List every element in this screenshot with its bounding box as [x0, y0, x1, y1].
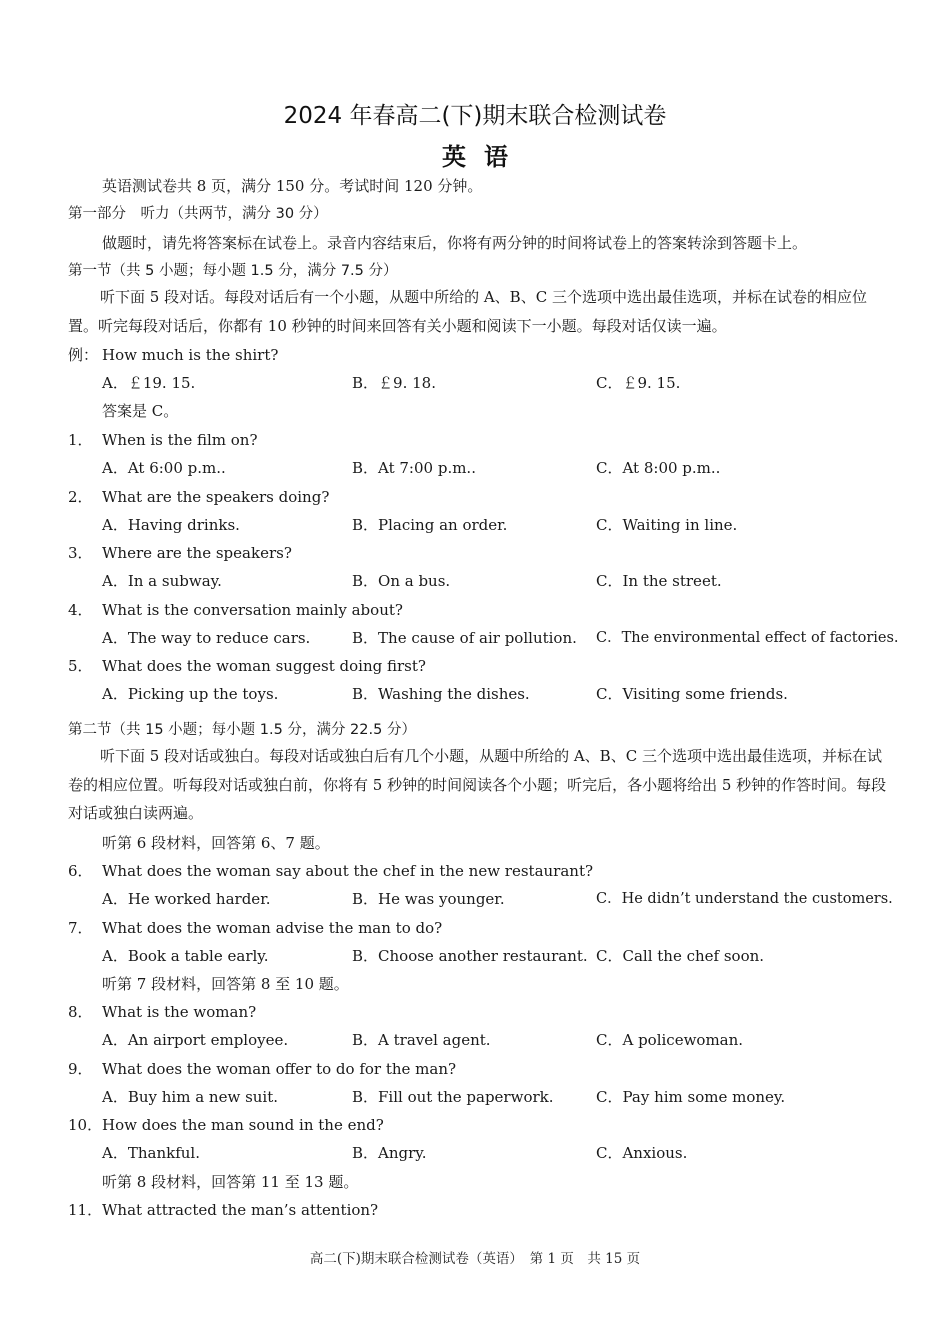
- section1-instruction: [68, 283, 888, 340]
- question-text: When is the film on?: [102, 431, 258, 449]
- question-text: What attracted the man’s attention?: [102, 1201, 379, 1219]
- question-number: 10．: [68, 1116, 103, 1134]
- example-question: How much is the shirt?: [102, 346, 279, 364]
- part1-heading: 第一部分 听力（共两节，满分 30 分）: [68, 206, 328, 222]
- page-footer: 高二(下)期末联合检测试卷（英语） 第 1 页 共 15 页: [309, 1251, 641, 1267]
- question-number: 7．: [68, 919, 93, 937]
- option-b: B．On a bus.: [352, 572, 451, 590]
- option-b: B．A travel agent.: [352, 1031, 491, 1049]
- option-a: A．He worked harder.: [102, 890, 271, 908]
- option-c: C．The environmental effect of factories.: [596, 630, 899, 646]
- question-number: 4．: [68, 601, 93, 619]
- option-c: C．Anxious.: [596, 1144, 688, 1162]
- option-b: B．At 7:00 p.m..: [352, 459, 476, 477]
- option-c: C．Call the chef soon.: [596, 947, 765, 965]
- example-label: 例：: [68, 346, 99, 364]
- question-number: 11．: [68, 1201, 103, 1219]
- question-text: What does the woman suggest doing first?: [102, 657, 426, 675]
- question-number: 8．: [68, 1003, 93, 1021]
- option-a: A．Thankful.: [102, 1144, 200, 1162]
- option-c: C．A policewoman.: [596, 1031, 744, 1049]
- section2-instruction: [68, 742, 888, 828]
- option-a: A．Picking up the toys.: [102, 685, 279, 703]
- exam-intro: 英语测试卷共 8 页，满分 150 分。考试时间 120 分钟。: [102, 177, 483, 195]
- option-a: A．Book a table early.: [102, 947, 269, 965]
- question-number: 1．: [68, 431, 93, 449]
- question-text: What does the woman say about the chef in the new restaurant?: [102, 862, 594, 880]
- option-b: B．Choose another restaurant.: [352, 947, 588, 965]
- exam-title: 2024 年春高二(下)期末联合检测试卷: [283, 103, 667, 129]
- question-number: 6．: [68, 862, 93, 880]
- section1-heading: 第一节（共 5 小题；每小题 1.5 分，满分 7.5 分）: [68, 263, 398, 279]
- question-number: 3．: [68, 544, 93, 562]
- part1-instruction: 做题时，请先将答案标在试卷上。录音内容结束后，你将有两分钟的时间将试卷上的答案转涂到答题卡上。: [102, 234, 808, 252]
- option-a: A．In a subway.: [102, 572, 222, 590]
- question-text: What is the woman?: [102, 1003, 257, 1021]
- option-c: C．He didn’t understand the customers.: [596, 891, 893, 907]
- option-b: B．Fill out the paperwork.: [352, 1088, 554, 1106]
- material-note: 听第 6 段材料，回答第 6、7 题。: [102, 834, 330, 852]
- question-text: What does the woman advise the man to do?: [102, 919, 443, 937]
- section1-instruction-text: 听下面 5 段对话。每段对话后有一个小题，从题中所给的 A、B、C 三个选项中选出最佳选项，并标在试卷的相应位置。听完每段对话后，你都有 10 秒钟的时间来回答有关小题和阅读下一小题。每段对话仅读一遍。: [68, 288, 867, 335]
- option-c: C．Pay him some money.: [596, 1088, 786, 1106]
- question-number: 2．: [68, 488, 93, 506]
- section2-instruction-text: 听下面 5 段对话或独白。每段对话或独白后有几个小题，从题中所给的 A、B、C 三个选项中选出最佳选项，并标在试卷的相应位置。听每段对话或独白前，你将有 5 秒钟的时间阅读各个小题；听完后，各小题将给出 5 秒钟的作答时间。每段对话或独白读两遍。: [68, 747, 887, 822]
- option-c: C．Waiting in line.: [596, 516, 738, 534]
- subject-title: 英语: [442, 143, 526, 171]
- question-text: How does the man sound in the end?: [102, 1116, 384, 1134]
- option-b: B．Placing an order.: [352, 516, 508, 534]
- option-b: B．He was younger.: [352, 890, 505, 908]
- question-text: What does the woman offer to do for the man?: [102, 1060, 457, 1078]
- option-b: B．Angry.: [352, 1144, 427, 1162]
- question-text: What are the speakers doing?: [102, 488, 330, 506]
- material-note: 听第 8 段材料，回答第 11 至 13 题。: [102, 1173, 359, 1191]
- option-a: A．Having drinks.: [102, 516, 240, 534]
- option-a: A．At 6:00 p.m..: [102, 459, 226, 477]
- question-number: 9．: [68, 1060, 93, 1078]
- example-option-c: C．￡9. 15.: [596, 374, 681, 392]
- material-note: 听第 7 段材料，回答第 8 至 10 题。: [102, 975, 349, 993]
- option-a: A．An airport employee.: [102, 1031, 289, 1049]
- option-b: B．Washing the dishes.: [352, 685, 530, 703]
- option-c: C．Visiting some friends.: [596, 685, 788, 703]
- example-answer: 答案是 C。: [102, 402, 179, 420]
- option-c: C．In the street.: [596, 572, 722, 590]
- option-a: A．Buy him a new suit.: [102, 1088, 279, 1106]
- question-text: Where are the speakers?: [102, 544, 292, 562]
- section2-heading: 第二节（共 15 小题；每小题 1.5 分，满分 22.5 分）: [68, 722, 416, 738]
- option-b: B．The cause of air pollution.: [352, 629, 577, 647]
- option-a: A．The way to reduce cars.: [102, 629, 311, 647]
- example-option-b: B．￡9. 18.: [352, 374, 436, 392]
- question-number: 5．: [68, 657, 93, 675]
- question-text: What is the conversation mainly about?: [102, 601, 403, 619]
- example-option-a: A．￡19. 15.: [102, 374, 196, 392]
- option-c: C．At 8:00 p.m..: [596, 459, 721, 477]
